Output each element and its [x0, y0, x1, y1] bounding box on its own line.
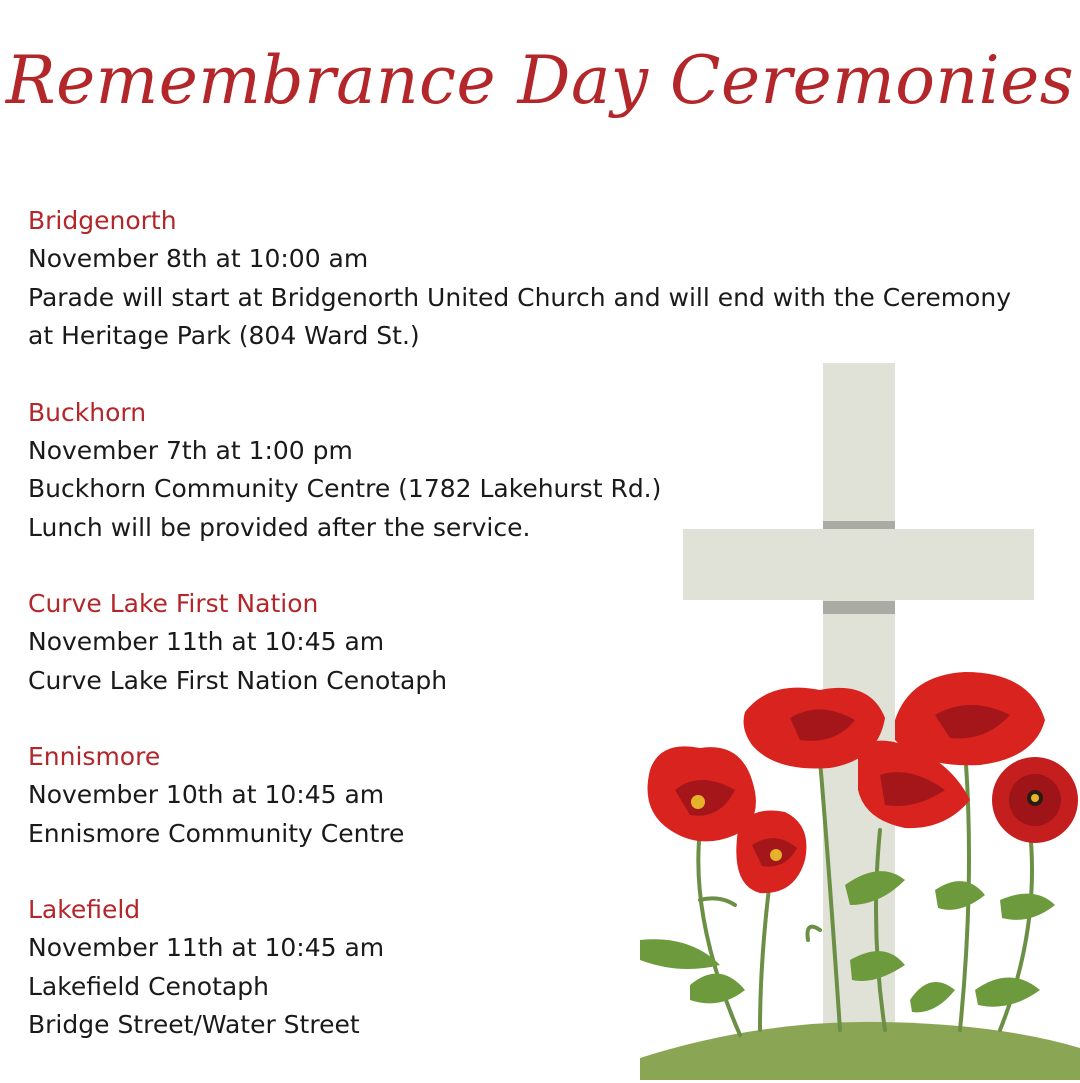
- poppy-icon: [992, 757, 1078, 843]
- page-title: Remembrance Day Ceremonies: [5, 42, 1075, 119]
- event-detail: Buckhorn Community Centre (1782 Lakehurst Rd.): [28, 474, 662, 503]
- event-detail: Bridge Street/Water Street: [28, 1010, 360, 1039]
- event-detail: Parade will start at Bridgenorth United Church and will end with the Ceremony: [28, 282, 1011, 312]
- poppy-icon: [895, 672, 1045, 765]
- event-datetime: November 11th at 10:45 am: [28, 627, 385, 656]
- cross-with-poppies-illustration: [620, 340, 1080, 1080]
- event-detail: Lunch will be provided after the service.: [28, 512, 531, 542]
- hill-icon: [640, 1022, 1080, 1080]
- event-detail: Lakefield Cenotaph: [28, 971, 269, 1001]
- event-location: Bridgenorth: [28, 206, 177, 235]
- event-item-bridgenorth: [28, 202, 1058, 356]
- event-datetime: November 10th at 10:45 am: [28, 780, 385, 809]
- event-datetime: November 7th at 1:00 pm: [28, 435, 353, 465]
- event-detail: Ennismore Community Centre: [28, 818, 405, 848]
- event-datetime: November 11th at 10:45 am: [28, 933, 385, 962]
- event-location: Ennismore: [28, 742, 161, 771]
- event-location: Curve Lake First Nation: [28, 589, 319, 618]
- event-detail: Curve Lake First Nation Cenotaph: [28, 665, 448, 695]
- poppy-icon: [736, 810, 806, 893]
- event-location: Buckhorn: [28, 397, 147, 427]
- event-location: Lakefield: [28, 895, 141, 924]
- event-detail: at Heritage Park (804 Ward St.): [28, 321, 420, 350]
- event-datetime: November 8th at 10:00 am: [28, 244, 369, 273]
